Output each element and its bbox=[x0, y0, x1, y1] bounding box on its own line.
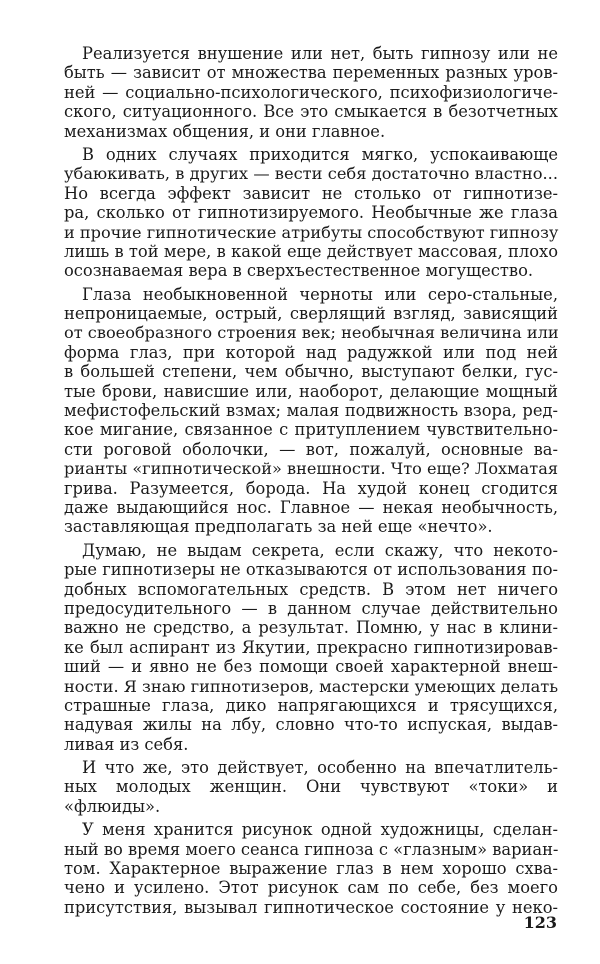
text-line: чено и усилено. Этот рисунок сам по себе, без моего bbox=[64, 878, 558, 898]
text-line: быть — зависит от множества переменных разных уров- bbox=[64, 63, 558, 83]
text-line: ра, сколько от гипнотизируемого. Необычные же глаза bbox=[64, 203, 558, 223]
text-line: рианты «гипнотической» внешности. Что еще? Лохматая bbox=[64, 459, 558, 479]
paragraph bbox=[64, 145, 558, 281]
page-number: 123 bbox=[523, 913, 557, 932]
text-line: надувая жилы на лбу, словно что-то испуская, выдав- bbox=[64, 715, 558, 735]
text-line: лишь в той мере, в какой еще действует массовая, плохо bbox=[64, 241, 558, 261]
text-line: страшные глаза, дико напрягающихся и трясущихся, bbox=[64, 695, 558, 715]
text-line: кое мигание, связанное с притуплением чувствительно- bbox=[64, 420, 558, 440]
page-body bbox=[64, 44, 558, 921]
text-line: И что же, это действует, особенно на впечатлитель- bbox=[82, 758, 558, 778]
paragraph bbox=[64, 44, 558, 141]
text-line: «флюиды». bbox=[64, 796, 161, 816]
paragraph bbox=[64, 820, 558, 917]
text-line: форма глаз, при которой над радужкой или под ней bbox=[64, 342, 558, 362]
text-line: ных молодых женщин. Они чувствуют «токи» и bbox=[64, 777, 558, 797]
text-line: непроницаемые, острый, сверлящий взгляд, зависящий bbox=[64, 304, 558, 324]
paragraph bbox=[64, 541, 558, 754]
text-line: заставляющая предполагать за ней еще «нечто». bbox=[64, 517, 493, 537]
text-line: мефистофельский взмах; малая подвижность взора, ред- bbox=[64, 401, 558, 421]
text-line: Думаю, не выдам секрета, если скажу, что некото- bbox=[82, 540, 558, 560]
text-line: ливая из себя. bbox=[64, 734, 189, 754]
text-line: предосудительного — в данном случае действительно bbox=[64, 598, 558, 618]
text-line: В одних случаях приходится мягко, успокаивающе bbox=[82, 144, 558, 164]
text-line: Реализуется внушение или нет, быть гипнозу или не bbox=[82, 44, 558, 63]
text-line: ший — и явно не без помощи своей характерной внеш- bbox=[64, 657, 558, 677]
text-line: механизмах общения, и они главное. bbox=[64, 121, 386, 141]
text-line: том. Характерное выражение глаз в нем хорошо схва- bbox=[64, 859, 558, 879]
text-line: рые гипнотизеры не отказываются от использования по- bbox=[64, 560, 558, 580]
text-line: ке был аспирант из Якутии, прекрасно гипнотизировав- bbox=[64, 637, 558, 657]
text-line: ней — социально-психологического, психофизиологиче- bbox=[64, 82, 558, 102]
text-line: важно не средство, а результат. Помню, у нас в клини- bbox=[64, 618, 558, 638]
text-line: сти роговой оболочки, — вот, пожалуй, основные ва- bbox=[64, 439, 558, 459]
text-line: грива. Разумеется, борода. На худой конец сгодится bbox=[64, 478, 558, 498]
text-line: ности. Я знаю гипнотизеров, мастерски умеющих делать bbox=[64, 676, 559, 696]
text-line: У меня хранится рисунок одной художницы, сделан- bbox=[82, 820, 558, 840]
text-line: осознаваемая вера в сверхъестественное могущество. bbox=[64, 261, 534, 281]
text-line: даже выдающийся нос. Главное — некая необычность, bbox=[64, 497, 558, 517]
paragraph bbox=[64, 285, 558, 537]
text-line: добных вспомогательных средств. В этом нет ничего bbox=[64, 579, 558, 599]
text-line: присутствия, вызывал гипнотическое состояние у неко- bbox=[64, 897, 558, 917]
text-line: от своеобразного строения век; необычная величина или bbox=[64, 323, 559, 343]
text-line: Но всегда эффект зависит не столько от гипнотизе- bbox=[64, 183, 558, 203]
text-line: в большей степени, чем обычно, выступают белки, гус- bbox=[64, 362, 558, 382]
text-line: тые брови, нависшие или, наоборот, делающие мощный bbox=[64, 381, 558, 401]
text-line: ского, ситуационного. Все это смыкается в безотчетных bbox=[64, 102, 558, 122]
paragraph bbox=[64, 758, 558, 816]
text-line: Глаза необыкновенной черноты или серо-стальные, bbox=[82, 284, 558, 304]
text-line: ный во время моего сеанса гипноза с «глазным» вариан- bbox=[64, 839, 559, 859]
text-line: и прочие гипнотические атрибуты способствуют гипнозу bbox=[64, 222, 559, 242]
text-line: убаюкивать, в других — вести себя достаточно властно... bbox=[64, 164, 558, 184]
